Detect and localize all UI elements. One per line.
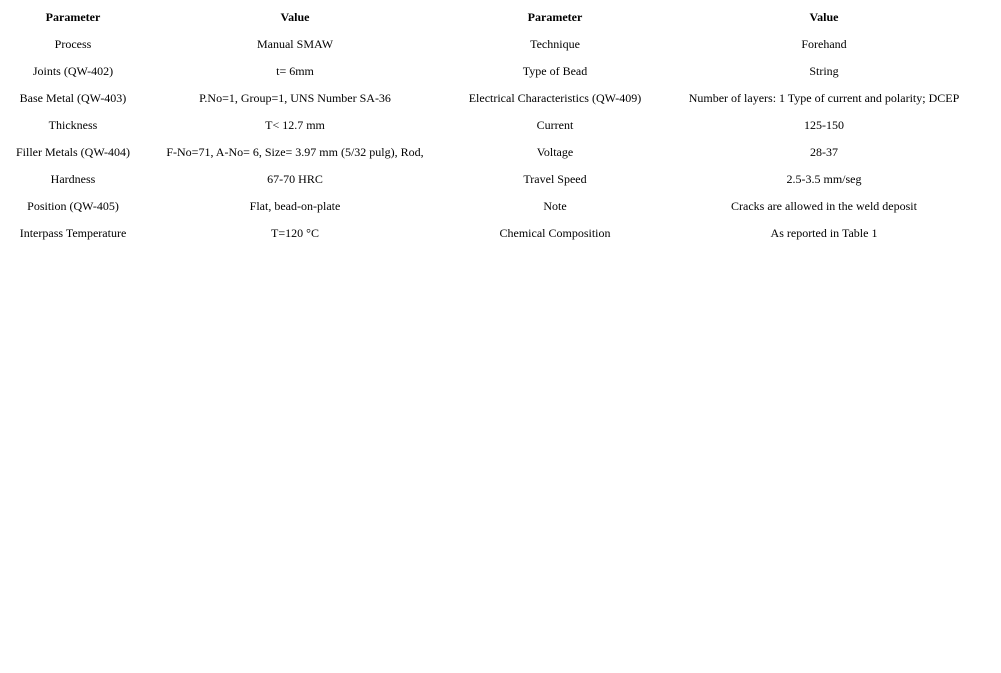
header-row <box>4 4 986 31</box>
parameter-cell: Technique <box>530 37 580 51</box>
value-cell: Forehand <box>801 37 847 51</box>
parameter-cell: Current <box>536 118 574 132</box>
welding-parameters-table <box>4 4 986 247</box>
value-cell: 2.5-3.5 mm/seg <box>786 172 862 186</box>
parameter-cell: Base Metal (QW-403) <box>19 91 127 105</box>
value-cell: 28-37 <box>810 145 838 159</box>
value-cell: F-No=71, A-No= 6, Size= 3.97 mm (5/32 pulg), Rod, <box>166 145 424 159</box>
parameter-cell: Electrical Characteristics (QW-409) <box>468 91 642 105</box>
table-row <box>4 220 986 247</box>
table-row <box>4 31 986 58</box>
parameter-cell: Note <box>543 199 567 213</box>
value-cell: Flat, bead-on-plate <box>249 199 341 213</box>
table-row <box>4 58 986 85</box>
value-cell: 67-70 HRC <box>267 172 323 186</box>
parameter-cell: Process <box>54 37 92 51</box>
parameter-cell: Hardness <box>50 172 96 186</box>
value-cell: Manual SMAW <box>256 37 334 51</box>
parameter-cell: Travel Speed <box>523 172 587 186</box>
table-row <box>4 193 986 220</box>
value-cell: 125-150 <box>804 118 844 132</box>
parameter-cell: Interpass Temperature <box>19 226 127 240</box>
parameter-cell: Filler Metals (QW-404) <box>16 145 130 159</box>
header-parameter-1: Parameter <box>45 10 101 24</box>
table-row <box>4 139 986 166</box>
value-cell: t= 6mm <box>276 64 314 78</box>
value-cell: Number of layers: 1 Type of current and polarity; DCEP <box>688 91 960 105</box>
parameter-cell: Joints (QW-402) <box>32 64 114 78</box>
parameter-cell: Chemical Composition <box>499 226 611 240</box>
header-value-1: Value <box>280 10 310 24</box>
parameter-cell: Thickness <box>48 118 98 132</box>
parameter-cell: Voltage <box>536 145 574 159</box>
header-value-2: Value <box>809 10 839 24</box>
value-cell: P.No=1, Group=1, UNS Number SA-36 <box>199 91 391 105</box>
table-row <box>4 112 986 139</box>
value-cell: T< 12.7 mm <box>265 118 325 132</box>
value-cell: As reported in Table 1 <box>770 226 878 240</box>
parameter-cell: Type of Bead <box>522 64 588 78</box>
value-cell: String <box>809 64 839 78</box>
value-cell: Cracks are allowed in the weld deposit <box>731 199 917 213</box>
table-row <box>4 166 986 193</box>
value-cell: T=120 °C <box>271 226 319 240</box>
table-row <box>4 85 986 112</box>
parameter-cell: Position (QW-405) <box>27 199 119 213</box>
header-parameter-2: Parameter <box>527 10 583 24</box>
